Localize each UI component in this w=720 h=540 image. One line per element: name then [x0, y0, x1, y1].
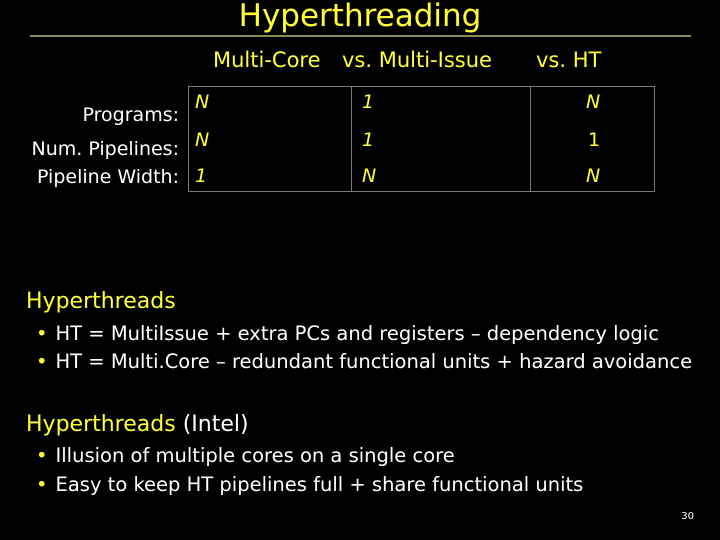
cell-multicore-pipelines: N	[195, 129, 210, 151]
bullet-item	[36, 471, 583, 498]
bullet-dot: •	[36, 350, 48, 373]
bullet-text: Illusion of multiple cores on a single core	[55, 444, 455, 467]
column-divider	[530, 87, 531, 191]
section-heading-suffix: (Intel)	[182, 412, 249, 437]
section-heading-hyperthreads: Hyperthreads	[26, 289, 176, 314]
column-divider	[351, 87, 352, 191]
cell-ht-programs: N	[586, 91, 601, 113]
column-header-ht: vs. HT	[536, 48, 602, 72]
cell-ht-pipelines: 1	[588, 129, 601, 151]
bullet-dot: •	[36, 444, 48, 467]
bullet-item	[36, 320, 659, 347]
comparison-table	[188, 86, 655, 192]
section-heading-intel	[26, 410, 249, 440]
page-number: 30	[681, 511, 694, 522]
bullet-dot: •	[36, 473, 48, 496]
bullet-item	[36, 442, 455, 469]
cell-multiissue-pipelines: 1	[362, 129, 375, 151]
bullet-dot: •	[36, 322, 48, 345]
bullet-item	[36, 348, 692, 375]
bullet-text: Easy to keep HT pipelines full + share functional units	[55, 473, 584, 496]
bullet-text: HT = MultiIssue + extra PCs and registers – dependency logic	[55, 322, 659, 345]
row-label-pipelines: Num. Pipelines:	[31, 138, 179, 160]
slide-title: Hyperthreading	[238, 0, 482, 34]
cell-multiissue-programs: 1	[362, 91, 375, 113]
cell-multicore-width: 1	[195, 165, 208, 187]
column-header-multicore: Multi-Core	[213, 48, 321, 72]
row-label-programs: Programs:	[82, 104, 179, 126]
bullet-text: HT = Multi.Core – redundant functional units + hazard avoidance	[55, 350, 693, 373]
section-heading-text: Hyperthreads	[26, 412, 176, 437]
row-label-width: Pipeline Width:	[37, 166, 179, 188]
cell-ht-width: N	[586, 165, 601, 187]
cell-multiissue-width: N	[362, 165, 377, 187]
cell-multicore-programs: N	[195, 91, 210, 113]
title-underline	[30, 35, 691, 37]
column-header-multiissue: vs. Multi-Issue	[342, 48, 492, 72]
row-labels	[22, 102, 179, 192]
